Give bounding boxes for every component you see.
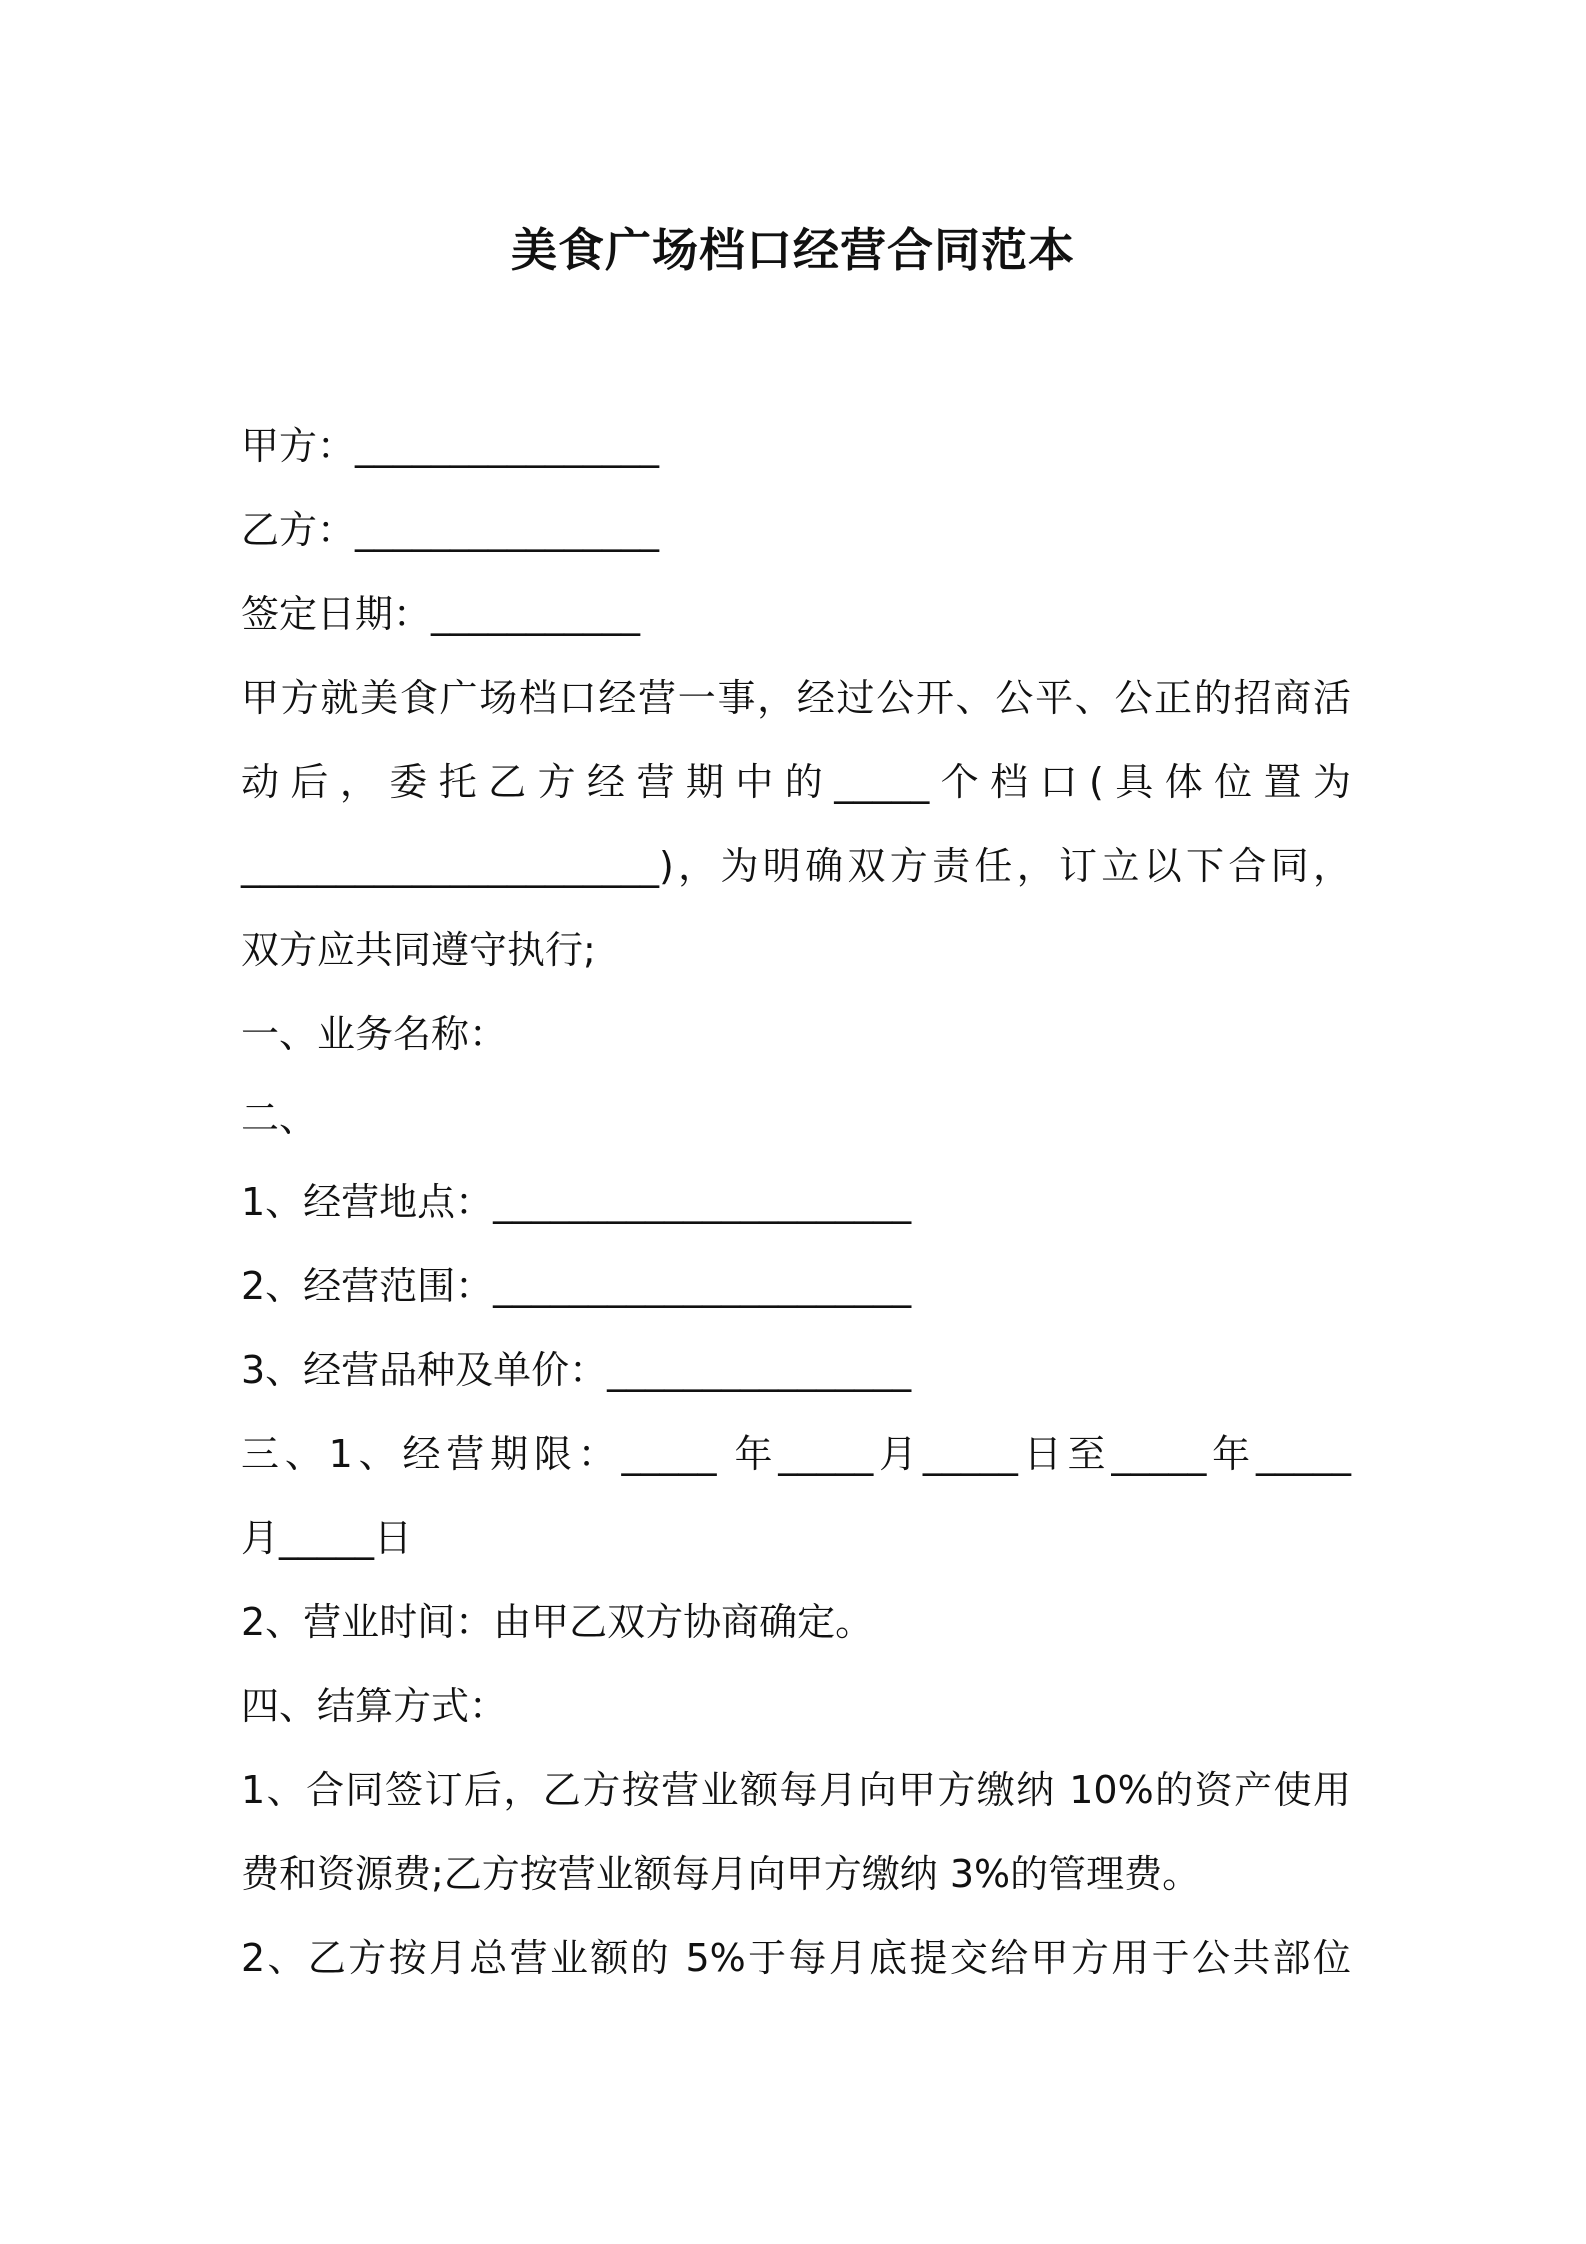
- section-1-heading: 一、业务名称：: [241, 1012, 508, 1056]
- settlement-clause-1-line-2: 费和资源费;乙方按营业额每月向甲方缴纳 3%的管理费。: [241, 1852, 1201, 1896]
- signing-date-line: 签定日期：___________: [241, 592, 641, 636]
- intro-paragraph-line-2: 动后，委托乙方经营期中的_____个档口(具体位置为: [241, 760, 1351, 804]
- product-price-line: 3、经营品种及单价：________________: [241, 1348, 912, 1392]
- section-2-heading: 二、: [241, 1096, 318, 1140]
- settlement-clause-1-line-1: 1、合同签订后，乙方按营业额每月向甲方缴纳 10%的资产使用: [241, 1768, 1351, 1812]
- business-scope-line: 2、经营范围：______________________: [241, 1264, 912, 1308]
- business-hours-line: 2、营业时间：由甲乙双方协商确定。: [241, 1600, 874, 1644]
- intro-paragraph-line-3: ______________________)，为明确双方责任，订立以下合同，: [241, 844, 1351, 888]
- document-title: 美食广场档口经营合同范本: [511, 223, 1075, 277]
- settlement-clause-2-line-1: 2、乙方按月总营业额的 5%于每月底提交给甲方用于公共部位: [241, 1936, 1351, 1980]
- document-body: [241, 404, 1351, 2000]
- business-term-line-1: 三、1、经营期限：_____ 年_____月_____日至_____年_____: [241, 1432, 1351, 1476]
- intro-paragraph-line-1: 甲方就美食广场档口经营一事，经过公开、公平、公正的招商活: [241, 676, 1351, 720]
- business-term-line-2: 月_____日: [241, 1516, 413, 1560]
- business-location-line: 1、经营地点：______________________: [241, 1180, 912, 1224]
- party-a-line: 甲方：________________: [241, 424, 660, 468]
- intro-paragraph-line-4: 双方应共同遵守执行;: [241, 928, 596, 972]
- section-4-heading: 四、结算方式：: [241, 1684, 508, 1728]
- party-b-line: 乙方：________________: [241, 508, 660, 552]
